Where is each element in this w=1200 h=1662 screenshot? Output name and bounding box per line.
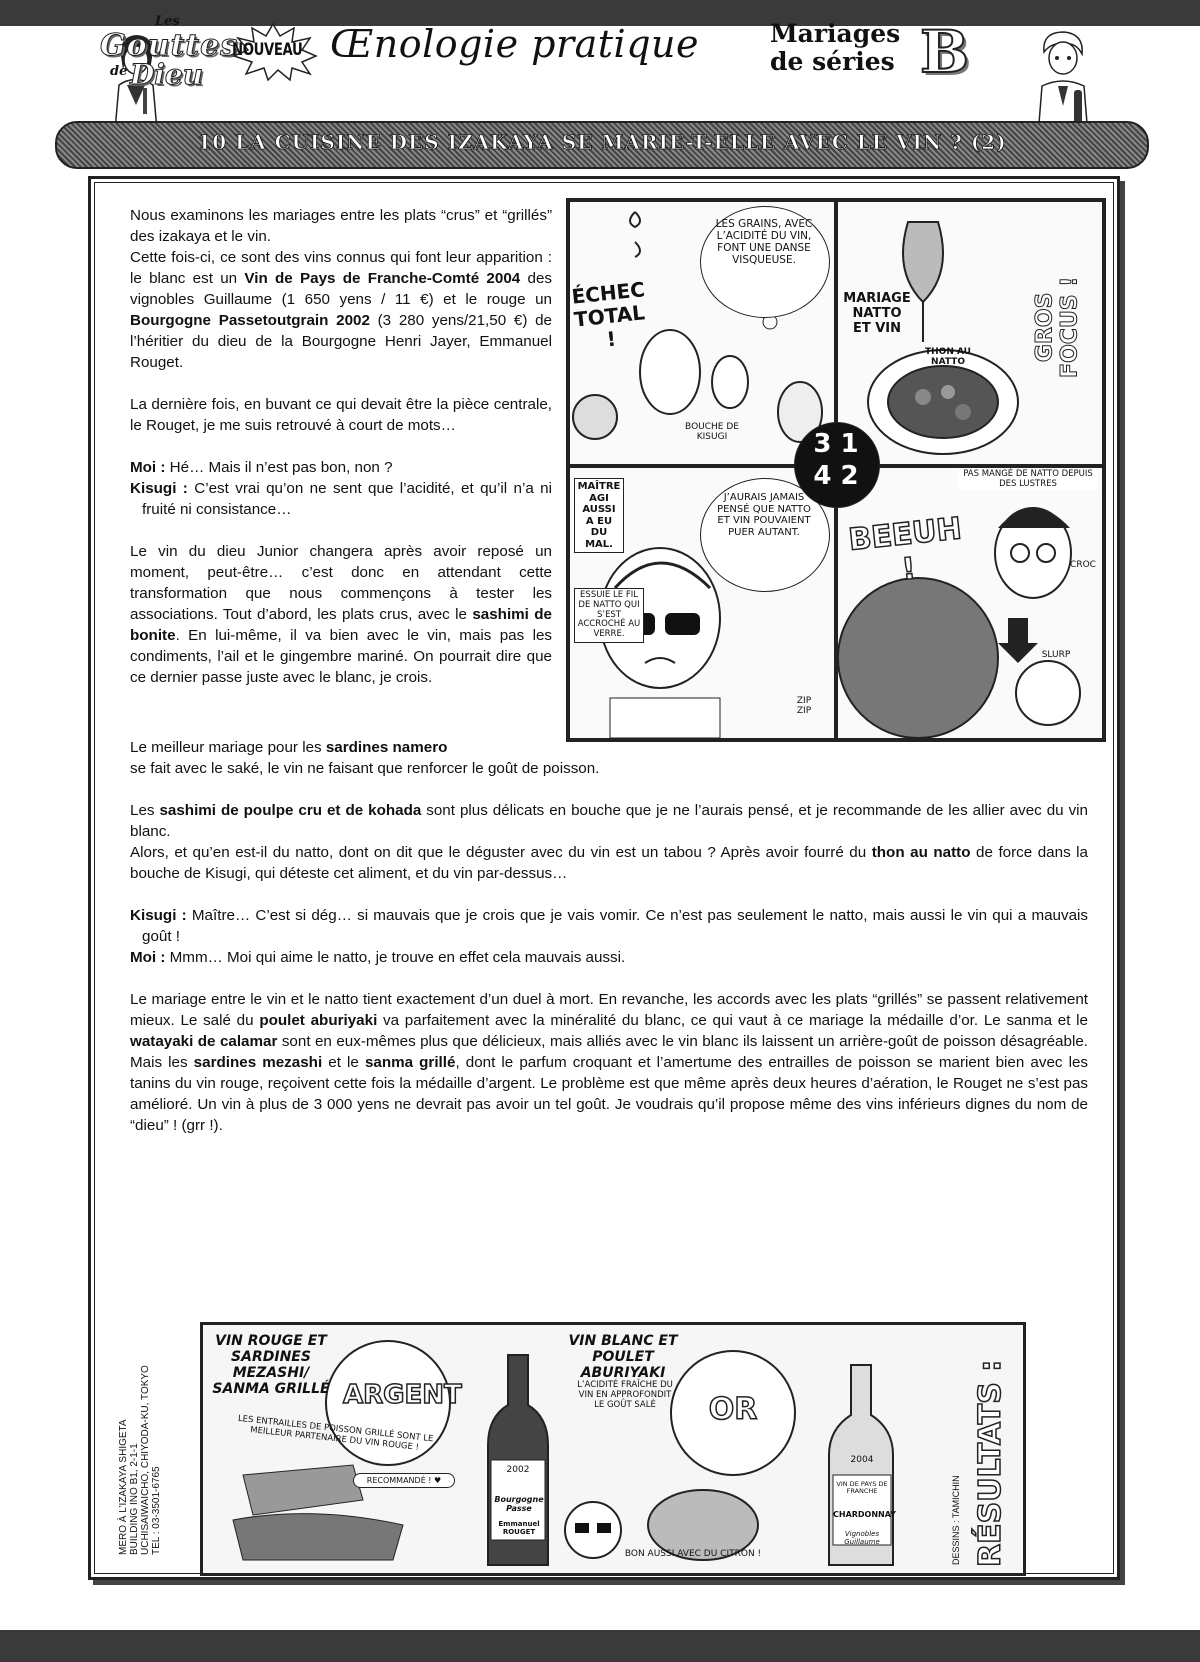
address-line: UCHISAIWAICHO, CHIYODA-KU, TOKYO xyxy=(140,1365,151,1555)
panel-caption: MARIAGE NATTO ET VIN xyxy=(843,291,911,336)
speech-text: J’AURAIS JAMAIS PENSÉ QUE NATTO ET VIN POUVAIENT PUER AUTANT. xyxy=(717,492,811,538)
illustration-credit: DESSINS : TAMICHIN xyxy=(951,1475,961,1565)
panel-caption: PAS MANGÉ DE NATTO DEPUIS DES LUSTRES xyxy=(958,470,1098,490)
panel-caption: MAÎTRE AGI AUSSI A EU DU MAL. xyxy=(574,478,624,553)
paragraph: Nous examinons les mariages entre les plats “crus” et “grillés” des izakaya et le vin. xyxy=(130,207,552,245)
series-title xyxy=(770,20,900,76)
logo-line2: Gouttes xyxy=(100,28,239,63)
manga-panel-2 xyxy=(836,200,1104,466)
paragraph: Les sashimi de poulpe cru et de kohada sont plus délicats en bouche que je ne l’aurais pensé, et je recommande de les allier avec du vin blanc. xyxy=(130,802,1088,840)
chapter-banner xyxy=(55,121,1149,169)
results-heading: RÉSULTATS : xyxy=(973,1359,1008,1567)
reading-order-bottom: 4 2 xyxy=(813,461,859,491)
silver-medal: ARGENT xyxy=(343,1380,462,1410)
red-wine-vintage: 2002 xyxy=(506,1465,530,1475)
white-wine-grape: CHARDONNAY xyxy=(833,1510,896,1519)
logo-line3: de xyxy=(110,64,128,79)
dialogue-line: Kisugi : Maître… C’est si dég… si mauvais que je crois que je vais vomir. Ce n’est pas seulement le natto, mais aussi le vin qui a mauvais goût ! xyxy=(130,907,1088,945)
speech-text: LES GRAINS, AVEC L’ACIDITÉ DU VIN, FONT UNE DANSE VISQUEUSE. xyxy=(715,218,813,267)
paragraph: se fait avec le saké, le vin ne faisant que renforcer le goût de poisson. xyxy=(130,760,600,777)
paragraph: Le vin du dieu Junior changera après avoir reposé un moment, peut-être… c’est donc en attendant cette transformation que nous commençons à tester les associations. Tout d’abord, les plats crus, avec le sashimi de bonite. En lui-même, il va bien avec le vin, mais pas les condiments, l’ail et le gingembre mariné. On pourrait dire que ce dernier passe juste avec le blanc, je crois. xyxy=(130,543,552,686)
white-pairing-title: VIN BLANC ET POULET ABURIYAKI xyxy=(568,1333,678,1382)
bottom-bar xyxy=(0,1630,1200,1662)
dialogue-line: Kisugi : C’est vrai qu’on ne sent que l’acidité, et qu’il n’a ni fruité ni consistance… xyxy=(130,480,552,518)
section-title: Œnologie pratique xyxy=(330,22,699,66)
paragraph: Le mariage entre le vin et le natto tient exactement d’un duel à mort. En revanche, les accords avec les plats “grillés” se passent relativement mieux. Le salé du poulet aburiyaki va parfaitement avec la minéralité du blanc, ce qui vaut à ce mariage la médaille d’or. Le sanma et le watayaki de calamar sont en eux-mêmes plus que délicieux, mais alliés avec le vin blanc ils laissent un arrière-goût de poisson désagréable. Mais les sardines mezashi et le sanma grillé, dont le parfum croquant et l’amertume des entrailles de poisson se marient bien avec les tanins du vin rouge, reçoivent cette fois la médaille d’argent. Le problème est que même après deux heures d’aération, le Rouget ne s’est pas amélioré. Un vin à plus de 3 000 yens ne devrait pas avoir un tel goût. Je voudrais qu’il propose même des vins inférieurs dignes du nom de “dieu” ! (grr !). xyxy=(130,991,1088,1134)
address-line: BUILDING INO B1, 2-1-1 xyxy=(129,1443,140,1555)
manga-panel-1 xyxy=(568,200,836,466)
badge-label: NOUVEAU xyxy=(232,40,303,60)
article-intro xyxy=(130,205,552,688)
address-line: MERO À L’IZAKAYA SHIGETA xyxy=(118,1419,129,1555)
white-wine-vintage: 2004 xyxy=(850,1455,874,1465)
article-body xyxy=(130,800,1088,1136)
manga-strip xyxy=(566,198,1106,742)
manga-panel-3 xyxy=(568,466,836,740)
address-block xyxy=(118,1345,162,1555)
reading-order-top: 3 1 xyxy=(813,429,859,459)
white-wine-appellation: VIN DE PAYS DE FRANCHE xyxy=(836,1480,888,1496)
red-wine-label: Bourgogne Passe xyxy=(494,1495,544,1514)
series-line1: Mariages xyxy=(770,19,901,48)
dialogue-line: Moi : Hé… Mais il n’est pas bon, non ? xyxy=(130,459,393,476)
silver-note: LES ENTRAILLES DE POISSON GRILLÉ SONT LE MEILLEUR PARTENAIRE DU VIN ROUGE ! xyxy=(237,1413,434,1453)
series-line2: de séries xyxy=(770,47,895,76)
sfx-croc: CROC xyxy=(1070,560,1096,570)
red-pairing-title: VIN ROUGE ET SARDINES MEZASHI/ SANMA GRILLÉ xyxy=(212,1333,330,1398)
chapter-title: 10 LA CUISINE DES IZAKAYA SE MARIE-T-ELLE AVEC LE VIN ? (2) xyxy=(197,130,1007,154)
manga-panel-4 xyxy=(836,466,1104,740)
panel-label: THON AU NATTO xyxy=(925,347,971,368)
series-letter: B xyxy=(920,18,970,86)
logo xyxy=(100,14,239,94)
red-wine-producer: Emmanuel ROUGET xyxy=(498,1520,540,1537)
logo-line4: Dieu xyxy=(130,58,204,91)
white-note: L’ACIDITÉ FRAÎCHE DU VIN EN APPROFONDIT LE GOÛT SALÉ xyxy=(577,1380,673,1410)
nouveau-badge xyxy=(228,22,318,82)
recommande-bubble: RECOMMANDÉ ! ♥ xyxy=(353,1473,455,1488)
sfx-slurp: SLURP xyxy=(1041,650,1071,660)
paragraph: Cette fois-ci, ce sont des vins connus qui font leur apparition : le blanc est un Vin de Pays de Franche-Comté 2004 des vignobles Guillaume (1 650 yens / 11 €) et le rouge un Bourgogne Passetoutgrain 2002 (3 280 yens/21,50 €) de l’héritier du dieu de la Bourgogne Henri Jayer, Emmanuel Rouget. xyxy=(130,249,552,371)
paragraph: La dernière fois, en buvant ce qui devait être la pièce centrale, le Rouget, je me suis retrouvé à court de mots… xyxy=(130,396,552,434)
logo-line1: Les xyxy=(155,14,180,29)
paragraph: Alors, et qu’en est-il du natto, dont on dit que le déguster avec du vin est un tabou ? Après avoir fourré du thon au natto de force dans la bouche de Kisugi, qui déteste cet aliment, et du vin par-dessus… xyxy=(130,844,1089,882)
panel-label: BOUCHE DE KISUGI xyxy=(685,422,739,443)
white-wine-producer: Vignobles Guillaume xyxy=(844,1530,880,1547)
paragraph: Le meilleur mariage pour les sardines namero xyxy=(130,739,448,756)
results-box xyxy=(118,1322,1026,1576)
address-line: TEL : 03-3501-6765 xyxy=(151,1466,162,1555)
sfx-zip: ZIP ZIP xyxy=(796,696,812,717)
panel-caption: ESSUIE LE FIL DE NATTO QUI S’EST ACCROCHÉ AU VERRE. xyxy=(574,588,644,643)
sfx-beeuh: BEEUH ! xyxy=(846,511,964,588)
dialogue-line: Moi : Mmm… Moi qui aime le natto, je trouve en effet cela mauvais aussi. xyxy=(130,949,626,966)
host-avatar xyxy=(1030,28,1096,136)
kisugi-illustration xyxy=(838,468,1102,738)
gold-medal: OR xyxy=(708,1392,758,1427)
sfx-echec: ÉCHEC TOTAL ! xyxy=(570,277,647,352)
lemon-note: BON AUSSI AVEC DU CITRON ! xyxy=(624,1549,762,1559)
sfx-focus: GROS FOCUS ! xyxy=(1032,276,1083,378)
